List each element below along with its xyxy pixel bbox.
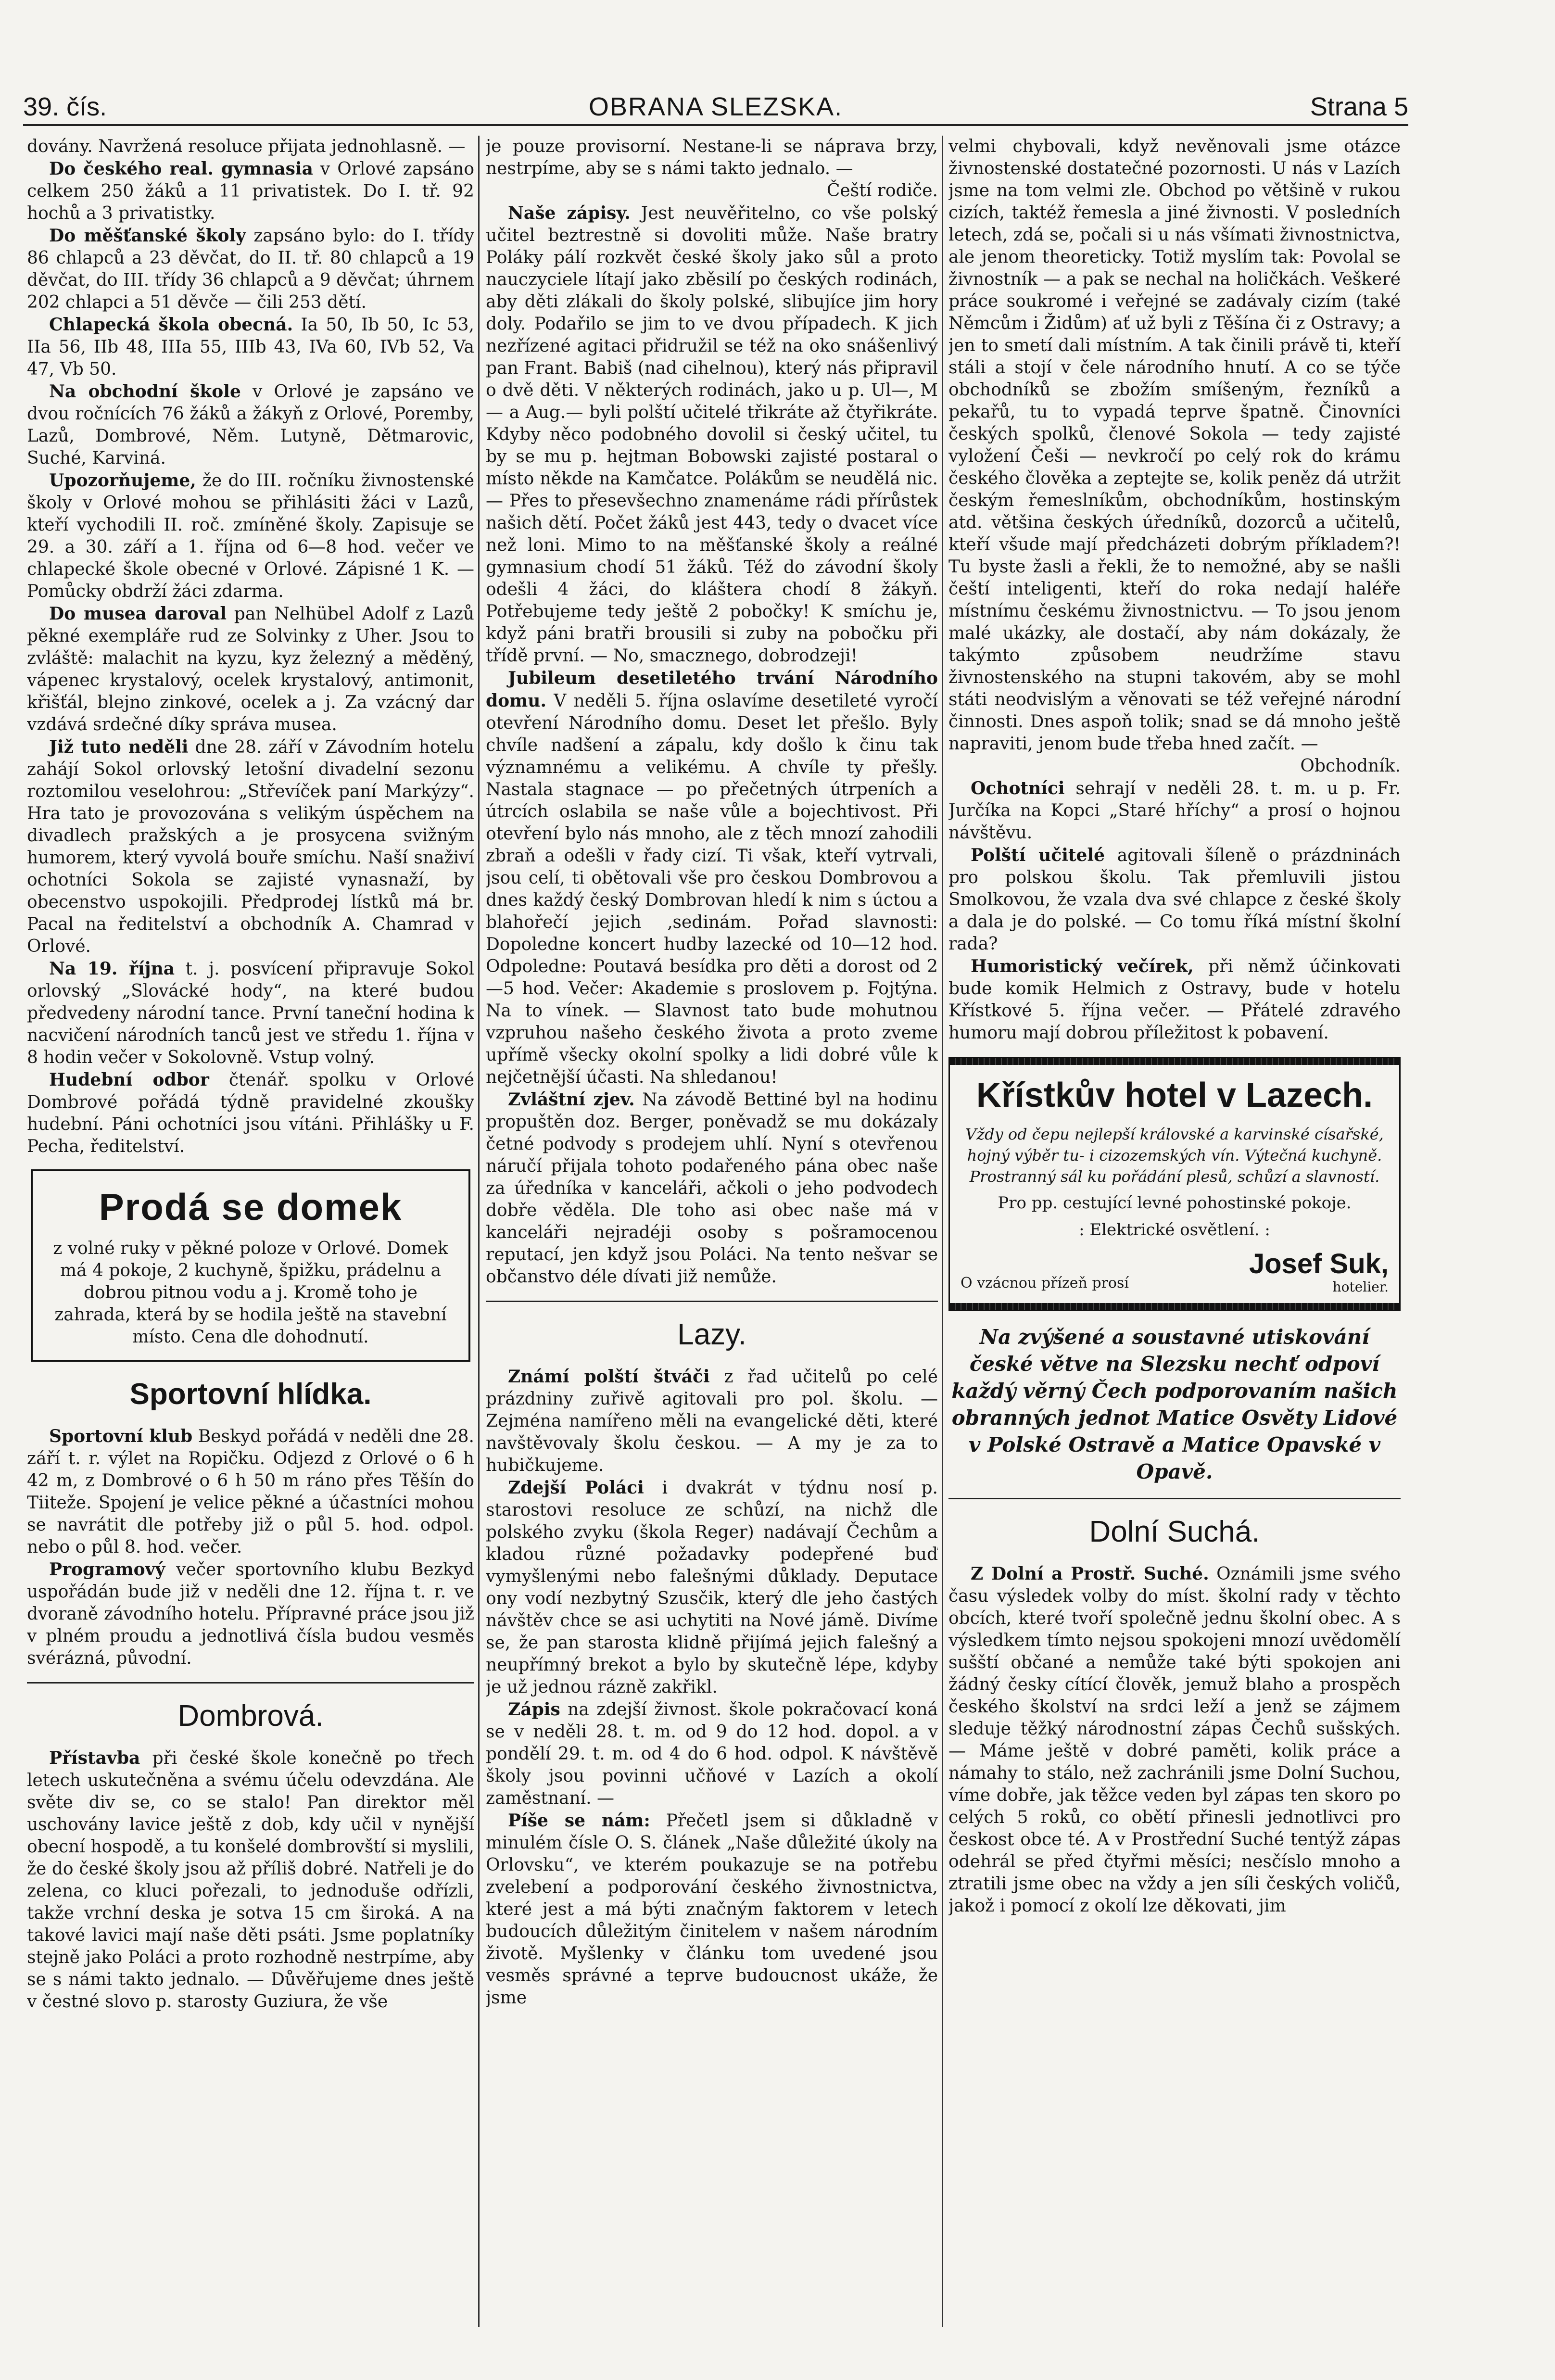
- paragraph-text: na zdejší živnost. škole pokračovací koná se v neděli 28. t. m. od 9 do 12 hod. dopol. a v pondělí 29. t. m. od 4 do 6 hod. odpol. K návštěvě školy jsou povinni učňové v Lazích a okolí zaměstnaní. —: [486, 1700, 938, 1808]
- article-paragraph: [486, 202, 938, 667]
- ad-owner-name: Josef Suk,: [1249, 1248, 1389, 1279]
- paragraph-lead: Přístavba: [49, 1748, 140, 1768]
- article-paragraph: [27, 958, 474, 1069]
- paragraph-lead: Chlapecká škola obecná.: [49, 315, 293, 335]
- paragraph-text: večer sportovního klubu Bezkyd uspořádán bude již v neděli dne 12. října t. r. ve dvoraně závodního hotelu. Přípravné práce jsou již v plném proudu a jednotlivá čísla budou vesměs svérázná, původní.: [27, 1560, 474, 1668]
- paragraph-lead: Zdejší Poláci: [508, 1478, 644, 1498]
- section-divider: [948, 1498, 1401, 1499]
- signature: Čeští rodiče.: [826, 181, 938, 201]
- article-paragraph: velmi chybovali, když nevěnovali jsme otázce živnostenské dostatečné pozornosti. U nás v Lazích jsme na tom velmi zle. Obchod po většině v rukou cizích, taktéž řemesla a jiné živnosti. V posledních letech, zdá se, počali si u nás všímati živnostnictva, ale jenom theoreticky. Totiž myslím tak: Povolal se živnostník — a pak se nechal na holičkách. Veškeré práce soukromé i veřejné se zadávaly cizím (také Němcům i Židům) ať už byli z Těšína či z Ostravy; a jen to smetí dali místním. A tak činili právě ti, kteří stáli a stojí v čele národního hnutí. A co se týče obchodníků se zbožím smíšeným, řezníků a pekařů, tu to vypadá teprve špatně. Činovníci českých spolků, členové Sokola — tedy zajisté vyložení Češi — nevkročí po celý rok do krámu českého člověka a zeptejte se, kolik peněz dá utržit českým řemeslníkům, obchodníkům, hostinským atd. většina českých úředníků, dozorců a učitelů, kteří všude mají předcházeti dobrým příkladem?! Tu byste žasli a řekli, že to nemožné, aby se našli čeští inteligenti, kteří do roka nedají haléře místnímu českému živnostnictvu. — To jsou jenom malé ukázky, ale dostačí, aby nám dokázaly, že takýmto způsobem neudržíme stavu živnostenského na stupni takovém, aby se mohl státi neodvislým a věnovati se též veřejné národní činnosti. Dnes aspoň tolik; snad se dá mnoho ještě napraviti, jenom bude třeba hned začít. —: [948, 137, 1401, 754]
- paragraph-lead: Z Dolní a Prostř. Suché.: [971, 1564, 1209, 1584]
- paragraph-text: že do III. ročníku živnostenské školy v Orlové mohou se přihlásiti žáci v Lazů, kteří vychodili II. roč. zmíněné školy. Zapisuje se 29. a 30. září a 1. října od 6—8 hod. večer ve chlapecké škole obecné v Orlové. Zápisné 1 K. — Pomůcky obdrží žáci zdarma.: [27, 471, 474, 601]
- paragraph-text: Na závodě Bettiné byl na hodinu propuštěn doz. Berger, poněvadž se mu dokázaly četné podvody s prodejem uhlí. Nyní s otevřenou náručí přijala tohoto podařeného pána obec naše za úředníka v kanceláři, ačkoli o jeho podvodech dobře věděla. Dle toho asi obec naše má v kanceláři nejradéji osoby s pošramocenou reputací, jen když jsou Poláci. Na tento nešvar se občanstvo déle dívati již nemůže.: [486, 1090, 938, 1287]
- issue-number: 39. čís.: [23, 92, 107, 121]
- ad-owner-pre: O vzácnou přízeň prosí: [961, 1275, 1129, 1291]
- paragraph-text: agitovali šíleně o prázdninách pro polskou školu. Tak přemluvili jistou Smolkovou, že vzala dva své chlapce z české školy a dala je do polské. — Co tomu říká místní školní rada?: [948, 846, 1401, 954]
- paragraph-lead: Upozorňujeme,: [49, 470, 196, 491]
- ad-border-bar: [950, 1058, 1399, 1065]
- column-divider: [942, 136, 943, 2327]
- article-paragraph: [27, 1069, 474, 1158]
- paragraph-text: při němž účinkovati bude komik Helmich z Ostravy, bude v hotelu Křístkové 5. října večer. — Přátelé zdravého humoru mají dobrou příležitost k pobavení.: [948, 957, 1401, 1043]
- appeal-notice: Na zvýšené a soustavné utiskování české větve na Slezsku nechť odpoví každý věrný Čech podporovaním našich obranných jednot Matice Osvěty Lidové v Polské Ostravě a Matice Opavské v Opavě.: [951, 1325, 1398, 1483]
- paragraph-lead: Naše zápisy.: [508, 203, 631, 223]
- section-divider: [486, 1301, 938, 1302]
- paragraph-text: čtenář. spolku v Orlové Dombrové pořádá týdně pravidelné zkoušky hudební. Páni ochotníci jsou vítáni. Přihlášky u F. Pecha, ředitelství.: [27, 1070, 474, 1156]
- paragraph-text: dne 28. září v Závodním hotelu zahájí Sokol orlovský letošní divadelní sezonu roztomilou veselohrou: „Střevíček paní Markýzy“. Hra tato je provozována s velikým úspěchem na divadlech pražských a je prosycena svižným humorem, který vyvolá bouře smíchu. Naší snaživí ochotníci Sokola se zajisté vynasnaží, by obecenstvo uspokojili. Předprodej lístků má br. Pacal na ředitelství a obchodník A. Chamrad v Orlové.: [27, 737, 474, 956]
- article-paragraph: [948, 844, 1401, 955]
- ad-title: Křístkův hotel v Lazech.: [976, 1076, 1373, 1114]
- paragraph-lead: Do musea daroval: [49, 604, 227, 624]
- article-paragraph: [486, 1366, 938, 1477]
- section-heading: Sportovní hlídka.: [129, 1378, 372, 1411]
- paragraph-lead: Zápis: [508, 1699, 560, 1720]
- paragraph-lead: Do měšťanské školy: [49, 226, 246, 246]
- ad-border-bar: [950, 1303, 1399, 1310]
- paragraph-text: v Orlové je zapsáno ve dvou ročnících 76 žáků a žákyň z Orlové, Poremby, Lazů, Dombrové, Něm. Lutyně, Dětmarovic, Suché, Karviná.: [27, 382, 474, 468]
- article-paragraph: [27, 1425, 474, 1558]
- paragraph-lead: Do českého real. gymnasia: [49, 159, 313, 179]
- paragraph-lead: Na 19. října: [49, 959, 175, 979]
- paragraph-lead: Hudební odbor: [49, 1070, 209, 1090]
- article-paragraph: [948, 955, 1401, 1044]
- section-heading: Dolní Suchá.: [1089, 1515, 1260, 1548]
- article-paragraph: [27, 1558, 474, 1670]
- column-divider: [478, 136, 480, 2327]
- hotel-advertisement: [948, 1057, 1401, 1311]
- paragraph-text: V neděli 5. října oslavíme desetileté vyročí otevření Národního domu. Deset let přešlo. Byly chvíle nadšení a zápalu, kdy došlo k činu tak významnému a velikému. A chvíle ty přešly. Nastala stagnace — po přečetných útrpeních a útrcích oslabila se naše vůle a bojechtivost. Při otevření bylo nás mnoho, ale z těch mnozí zahodili zbraň a odešli v řady cizí. Ti však, kteří vytrvali, jsou celí, ti obětovali vše pro českou Dombrovou a dnes každý český Dombrovan hledí k nim s úctou a blahořečí jejich ‚sedinám. Pořad slavnosti: Dopoledne koncert hudby lazecké od 10—12 hod. Odpoledne: Poutavá besídka pro děti a dorost od 2—5 hod. Večer: Akademie s proslovem p. Fojtýna. Na to vínek. — Slavnost tato bude mohutnou vzpruhou našeho českého života a proto zveme upřímě všecky okolní spolky a lidi dobré vůle k nejčetnější účasti. Na shledanou!: [486, 691, 938, 1087]
- paragraph-lead: Zvláštní zjev.: [508, 1089, 635, 1110]
- ad-owner-block: [1249, 1250, 1389, 1294]
- article-paragraph: [27, 314, 474, 380]
- paragraph-text: Jest neuvěřitelno, co vše polský učitel beztrestně si dovoliti může. Naše bratry Poláky pálí rozkvět české školy jako sůl a proto nauczyciele lítají jako zběsilí po českých rodinách, aby děti zlákali do školy polské, slibujíce jim hory doly. Podařilo se jim to ve dvou případech. K jich nezřízené agitaci přidružil se též na oko snášenlivý pan Frant. Babiš (nad cihelnou), který nás připravil o dvě děti. V některých rodinách, jako u p. Ul—, M— a Aug.— byli polští učitelé třikráte až čtyřikráte. Kdyby něco podobného dovolil si český učitel, tu by se mu p. hejtman Bobowski zajisté postaral o místo někde na Kamčatce. Polákům se neudělá nic. — Přes to přesevšechno znamenáme rádi přírůstek našich dětí. Počet žáků jest 443, tedy o dvacet více než loni. Mimo to na měšťanské školy a reálné gymnasium chodí 51 žáků. Též do závodní školy odešli 4 žáci, do kláštera chodí 8 žákyň. Potřebujeme tedy ještě 2 pobočky! K smíchu je, když páni bratři brousili si zuby na pobočku při třídě první. — No, smacznego, dobrodzeji!: [486, 203, 938, 666]
- paragraph-text: při české škole konečně po třech letech uskutečněna a svému účelu odevzdána. Ale světe div se, co se stalo! Pan direktor měl uschovány lavice ještě z dob, kdy učil v nynější obecní hospodě, a tu konšelé dombrovští si myslili, že do české školy jsou až příliš dobré. Natřeli je do zelena, co kluci pořezali, to jednoduše odřízli, takže vrchní deska je sotva 15 cm široká. A na takové lavici mají naše děti psáti. Jsme poplatníky stejně jako Poláci a proto rozhodně nestrpíme, aby se s námi takto jednalo. — Důvěřujeme dnes ještě v čestné slovo p. starosty Guziura, že vše: [27, 1748, 474, 2012]
- paragraph-text: z řad učitelů po celé prázdniny zuřivě agitovali pro pol. školu. — Zejména namířeno měli na evangelické děti, které navštěvovaly školu českou. — A my je za to hubičkujeme.: [486, 1367, 938, 1475]
- article-paragraph: [486, 1698, 938, 1810]
- ad-owner: [961, 1250, 1389, 1294]
- header-rule: [23, 124, 1408, 126]
- paragraph-text: zapsáno bylo: do I. třídy 86 chlapců a 23 děvčat, do II. tř. 80 chlapců a 19 děvčat, do III. třídy 36 chlapců a 9 děvčat; úhrnem 202 chlapci a 51 děvče — čili 253 dětí.: [27, 226, 474, 312]
- paragraph-text: Přečetl jsem si důkladně v minulém čísle O. S. článek „Naše důležité úkoly na Orlovsku“, ve kterém poukazuje se na potřebu zvelebení a podporování českého živnostnictva, které jest a má býti značným faktorem v letech budoucích důležitým činitelem v našem národním životě. Myšlenky v článku tom uvedené jsou vesměs správné a teprve budoucnost ukáže, že jsme: [486, 1811, 938, 2008]
- paragraph-lead: Polští učitelé: [971, 845, 1105, 865]
- column-1: [27, 136, 474, 2327]
- column-2: [486, 136, 938, 2327]
- article-paragraph: [27, 1747, 474, 2013]
- page-number: Strana 5: [1310, 92, 1408, 121]
- classified-ad-box: [31, 1169, 470, 1362]
- paragraph-lead: Známí polští štváči: [508, 1367, 710, 1387]
- column-3: [948, 136, 1401, 2327]
- article-paragraph: [948, 777, 1401, 844]
- paragraph-text: i dvakrát v týdnu nosí p. starostovi resoluce ze schůzí, na nichž dle polského zvyku (škola Reger) nadávají Čechům a kladou různé požadavky podepřené buď vymyšlenými nebo falešnými důklady. Deputace ony vodí nezbytný Szusčik, který dle jeho častých návštěv chce se asi uchytiti na Nové jámě. Divíme se, že pan starosta klidně přijímá jejich falešný a neupřímný brekot a bylo by skutečně lépe, kdyby je už jednou rázně zakřikl.: [486, 1478, 938, 1697]
- paragraph-text: Oznámili jsme svého času výsledek volby do míst. školní rady v těchto obcích, které tvoří společně jednu školní obec. A s výsledkem tímto nejsou spokojeni mnozí uvědomělí sušští občané a nemůže také býti spokojen ani žádný česky cítící člověk, jemuž blaho a prospěch českého školství na srdci leží a jenž se zájmem sleduje těžký národnostní zápas Čechů sušských. — Máme ještě v dobré paměti, kolik práce a námahy to stálo, než zachránili jsme Dolní Suchou, víme dobře, jak těžce veden byl zápas ten skoro po celých 5 roků, co obětí přinesli jednotlivci pro českost obce té. A v Prostřední Suché tentýž zápas odehrál se před čtyřmi měsíci; nesčíslo mnoho a ztratili jsme obec na vždy a jen síli českých voličů, jakož i pomocí z okolí lze děkovati, jim: [948, 1564, 1401, 1916]
- paragraph-lead: Programový: [49, 1559, 165, 1580]
- article-paragraph: [948, 1563, 1401, 1917]
- signature: Obchodník.: [1300, 756, 1401, 776]
- paragraph-lead: Sportovní klub: [49, 1426, 193, 1446]
- paragraph-lead: Již tuto neděli: [49, 737, 189, 757]
- paragraph-text: sehrají v neděli 28. t. m. u p. Fr. Jurčíka na Kopci „Staré hříchy“ a prosí o hojnou návštěvu.: [948, 779, 1401, 843]
- paragraph-text: Beskyd pořádá v neděli dne 28. září t. r. výlet na Ropičku. Odjezd z Orlové o 6 h 42 m, z Dombrové o 6 h 50 m ráno přes Těšín do Tiiteže. Spojení je velice pěkné a účastníci mohou se navrátit dle potřeby již o půl 5. hod. odpol. nebo o půl 8. hod. večer.: [27, 1427, 474, 1557]
- article-paragraph: [27, 603, 474, 736]
- article-paragraph: [27, 469, 474, 603]
- ad-text-line: : Elektrické osvětlení. :: [1079, 1220, 1270, 1240]
- ad-owner-role: hotelier.: [1332, 1279, 1389, 1295]
- section-divider: [27, 1682, 474, 1684]
- article-paragraph: [486, 1477, 938, 1698]
- paragraph-text: t. j. posvícení připravuje Sokol orlovský „Slovácké hody“, na které budou předvedeny národní tance. První taneční hodina k nacvičení národních tanců jest ve středu 1. října v 8 hodin večer v Sokolovně. Vstup volný.: [27, 959, 474, 1067]
- ad-title: Prodá se domek: [99, 1186, 403, 1228]
- article-paragraph: je pouze provisorní. Nestane-li se náprava brzy, nestrpíme, aby se s námi takto jednalo. —: [486, 137, 938, 178]
- paragraph-lead: Jubileum desetiletého trvání Národního domu.: [486, 668, 938, 711]
- paragraph-lead: Píše se nám:: [508, 1810, 650, 1831]
- article-paragraph: [486, 1810, 938, 2009]
- article-paragraph: [27, 736, 474, 958]
- article-paragraph: [27, 225, 474, 314]
- article-paragraph: [27, 380, 474, 469]
- paragraph-lead: Ochotníci: [971, 778, 1065, 798]
- article-paragraph: [486, 667, 938, 1089]
- paragraph-text: v Orlové zapsáno celkem 250 žáků a 11 privatistek. Do I. tř. 92 hochů a 3 privatistky.: [27, 159, 474, 223]
- section-heading: Dombrová.: [177, 1699, 324, 1733]
- paragraph-text: Ia 50, Ib 50, Ic 53, IIa 56, IIb 48, IIIa 55, IIIb 43, IVa 60, IVb 52, Va 47, Vb 50.: [27, 315, 474, 379]
- ad-text: z volné ruky v pěkné poloze v Orlové. Domek má 4 pokoje, 2 kuchyně, špižku, prádelnu a dobrou pitnou vodu a j. Kromě toho je zahrada, která by se hodila ještě na stavební místo. Cena dle dohodnutí.: [53, 1239, 448, 1347]
- article-paragraph: [486, 1089, 938, 1288]
- article-paragraph: dovány. Navržená resoluce přijata jednohlasně. —: [27, 137, 466, 156]
- article-paragraph: [27, 158, 474, 225]
- paragraph-text: pan Nelhübel Adolf z Lazů pěkné exempláře rud ze Solvinky z Uher. Jsou to zvláště: malachit na kyzu, kyz železný a měděný, vápenec krystalový, ocelek krystalový, antimonit, křišťál, blejno zinkové, ocelek a j. Za vzácný dar vzdává srdečné díky správa musea.: [27, 604, 474, 734]
- ad-text-line: Pro pp. cestující levné pohostinské pokoje.: [998, 1193, 1352, 1213]
- newspaper-title: OBRANA SLEZSKA.: [588, 92, 843, 121]
- page-header: [23, 90, 1408, 123]
- section-heading: Lazy.: [677, 1318, 746, 1351]
- paragraph-lead: Na obchodní škole: [49, 381, 241, 402]
- ad-text: Vždy od čepu nejlepší královské a karvinské císařské, hojný výběr tu- i cizozemských vín. Výtečná kuchyně. Prostranný sál ku pořádání plesů, schůzí a slavností.: [965, 1125, 1384, 1186]
- paragraph-lead: Humoristický večírek,: [971, 956, 1194, 976]
